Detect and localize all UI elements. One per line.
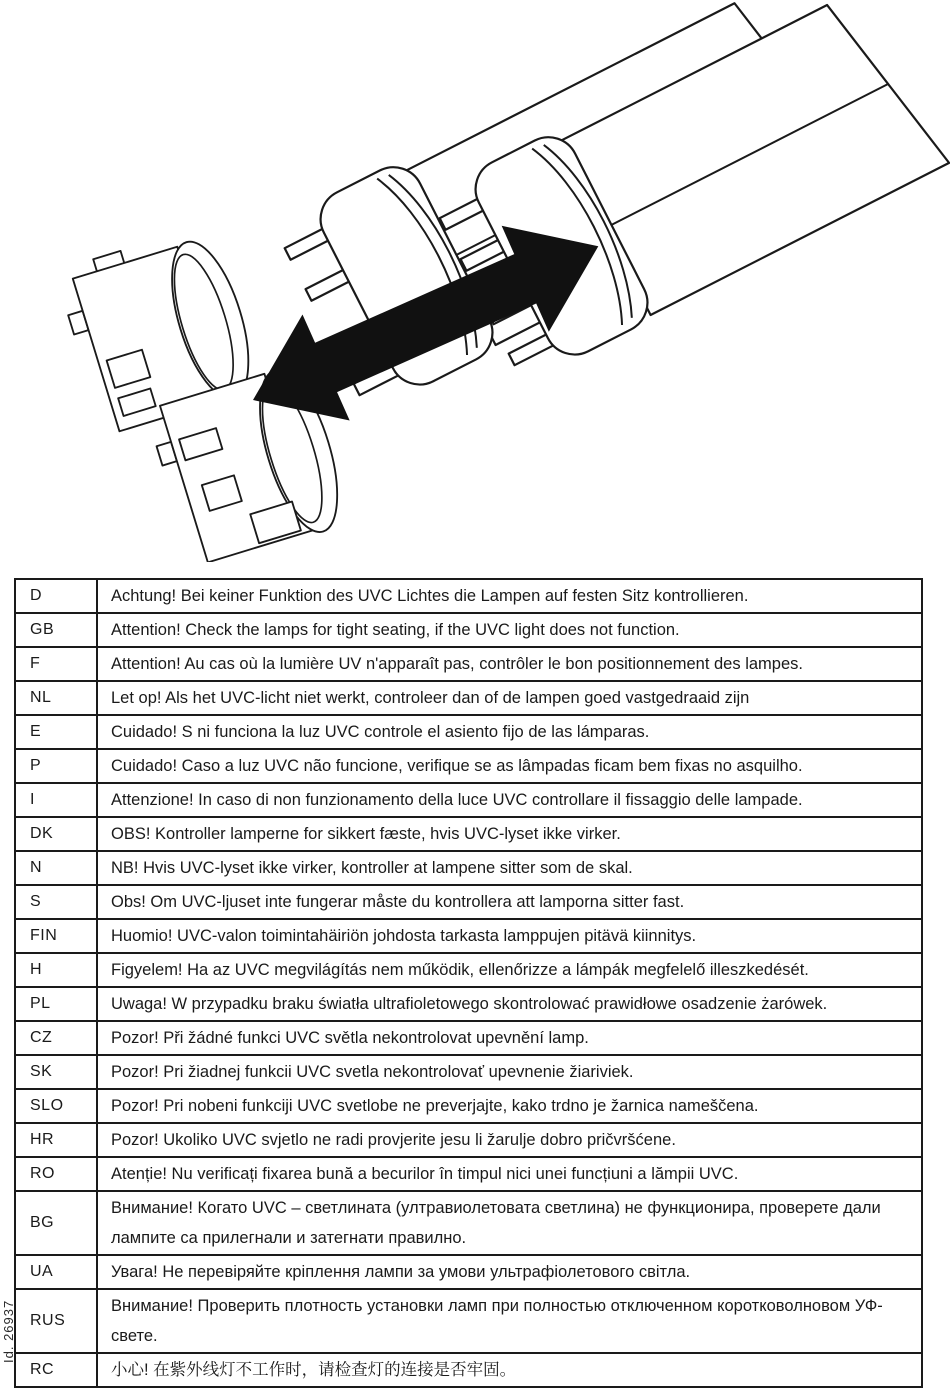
language-code: PL	[15, 987, 97, 1021]
warning-text: OBS! Kontroller lamperne for sikkert fæste, hvis UVC-lyset ikke virker.	[97, 817, 922, 851]
warning-text: Achtung! Bei keiner Funktion des UVC Lichtes die Lampen auf festen Sitz kontrollieren.	[97, 579, 922, 613]
language-code: CZ	[15, 1021, 97, 1055]
table-row	[15, 1157, 922, 1191]
warning-text: NB! Hvis UVC-lyset ikke virker, kontroller at lampene sitter som de skal.	[97, 851, 922, 885]
language-code: S	[15, 885, 97, 919]
warning-text: Внимание! Проверить плотность установки ламп при полностью отключенном коротковолновом УФ-свете.	[97, 1289, 922, 1353]
language-code: HR	[15, 1123, 97, 1157]
warning-text: Pozor! Pri nobeni funkciji UVC svetlobe ne preverjajte, kako trdno je žarnica nameščena.	[97, 1089, 922, 1123]
document-id-label: Id. 26937	[1, 1299, 16, 1363]
warning-text: Atenție! Nu verificați fixarea bună a becurilor în timpul nici unei funcțiuni a lămpii UVC.	[97, 1157, 922, 1191]
table-row	[15, 885, 922, 919]
language-code: RC	[15, 1353, 97, 1387]
warning-text: Cuidado! S ni funciona la luz UVC controle el asiento fijo de las lámparas.	[97, 715, 922, 749]
language-code: RO	[15, 1157, 97, 1191]
table-row	[15, 579, 922, 613]
warning-text: Uwaga! W przypadku braku światła ultrafioletowego skontrolować prawidłowe osadzenie żarówek.	[97, 987, 922, 1021]
table-row	[15, 1289, 922, 1353]
lamp-replacement-figure	[0, 0, 950, 562]
warning-text: 小心! 在紫外线灯不工作时，请检查灯的连接是否牢固。	[97, 1353, 922, 1387]
warning-text: Obs! Om UVC-ljuset inte fungerar måste du kontrollera att lamporna sitter fast.	[97, 885, 922, 919]
table-row	[15, 783, 922, 817]
language-code: P	[15, 749, 97, 783]
language-code: UA	[15, 1255, 97, 1289]
language-code: SK	[15, 1055, 97, 1089]
language-code: D	[15, 579, 97, 613]
warning-text: Let op! Als het UVC-licht niet werkt, controleer dan of de lampen goed vastgedraaid zijn	[97, 681, 922, 715]
warning-text: Pozor! Ukoliko UVC svjetlo ne radi provjerite jesu li žarulje dobro pričvršćene.	[97, 1123, 922, 1157]
language-code: N	[15, 851, 97, 885]
warning-text: Huomio! UVC-valon toimintahäiriön johdosta tarkasta lamppujen pitävä kiinnitys.	[97, 919, 922, 953]
table-row	[15, 919, 922, 953]
lamp-replacement-illustration	[0, 0, 950, 562]
language-warning-table	[14, 578, 923, 1388]
language-code: NL	[15, 681, 97, 715]
table-row	[15, 1255, 922, 1289]
table-row	[15, 817, 922, 851]
table-row	[15, 647, 922, 681]
table-row	[15, 1021, 922, 1055]
language-code: RUS	[15, 1289, 97, 1353]
language-code: I	[15, 783, 97, 817]
language-code: F	[15, 647, 97, 681]
language-code: H	[15, 953, 97, 987]
warning-text: Attention! Check the lamps for tight seating, if the UVC light does not function.	[97, 613, 922, 647]
warning-text: Увага! Не перевіряйте кріплення лампи за умови ультрафіолетового світла.	[97, 1255, 922, 1289]
table-row	[15, 953, 922, 987]
language-code: E	[15, 715, 97, 749]
language-code: DK	[15, 817, 97, 851]
table-row	[15, 1055, 922, 1089]
table-row	[15, 715, 922, 749]
warning-text: Pozor! Pri žiadnej funkcii UVC svetla nekontrolovať upevnenie žiariviek.	[97, 1055, 922, 1089]
table-row	[15, 681, 922, 715]
warning-text: Attenzione! In caso di non funzionamento della luce UVC controllare il fissaggio delle lampade.	[97, 783, 922, 817]
table-row	[15, 987, 922, 1021]
table-row	[15, 749, 922, 783]
language-code: FIN	[15, 919, 97, 953]
warning-text: Cuidado! Caso a luz UVC não funcione, verifique se as lâmpadas ficam bem fixas no asquilho.	[97, 749, 922, 783]
language-code: SLO	[15, 1089, 97, 1123]
table-row	[15, 1353, 922, 1387]
warning-text: Внимание! Когато UVC – светлината (ултравиолетовата светлина) не функционира, проверете дали лампите са прилегнали и затегнати правилно.	[97, 1191, 922, 1255]
warning-text: Attention! Au cas où la lumière UV n'apparaît pas, contrôler le bon positionnement des lampes.	[97, 647, 922, 681]
warning-text: Figyelem! Ha az UVC megvilágítás nem működik, ellenőrizze a lámpák megfelelő illeszkedését.	[97, 953, 922, 987]
table-row	[15, 613, 922, 647]
warning-rows	[15, 579, 922, 1387]
language-code: GB	[15, 613, 97, 647]
table-row	[15, 1123, 922, 1157]
table-row	[15, 1191, 922, 1255]
warning-text: Pozor! Při žádné funkci UVC světla nekontrolovat upevnění lamp.	[97, 1021, 922, 1055]
table-row	[15, 851, 922, 885]
language-code: BG	[15, 1191, 97, 1255]
table-row	[15, 1089, 922, 1123]
